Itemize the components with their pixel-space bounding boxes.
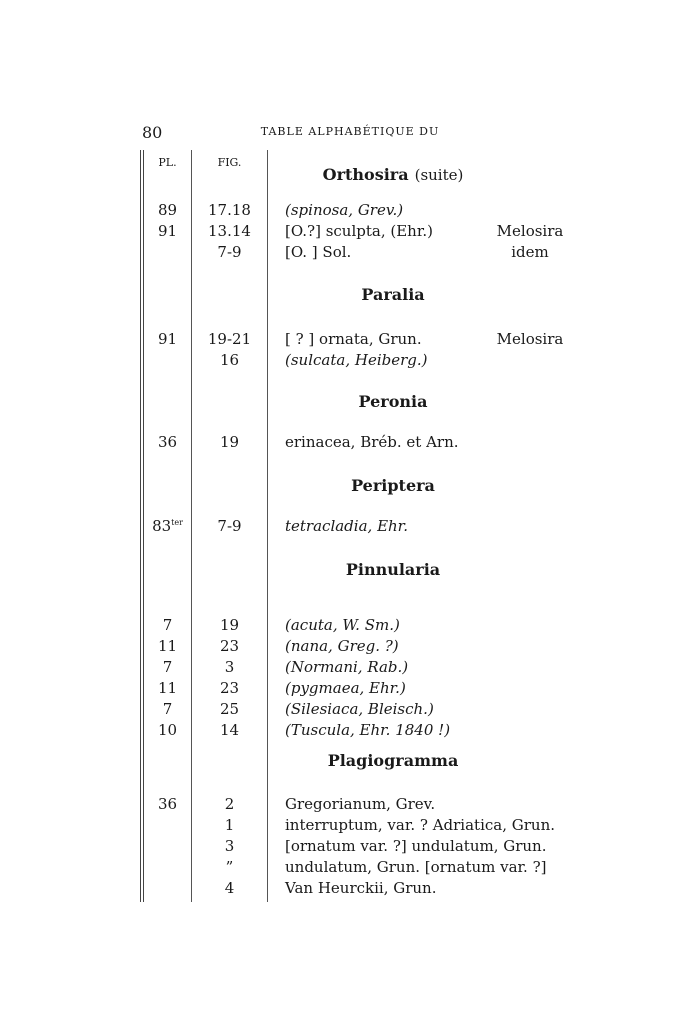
- section-title: [268, 165, 518, 184]
- plate-number: 7: [162, 658, 173, 676]
- figure-number: 7-9: [217, 243, 242, 261]
- species-name: [O. ] Sol.: [285, 243, 352, 261]
- page-number: 80: [142, 123, 163, 142]
- section-title: [268, 476, 518, 495]
- species-name: erinacea, Bréb. et Arn.: [285, 433, 459, 451]
- figure-number: ”: [225, 858, 234, 876]
- plate-number: 91: [157, 330, 178, 348]
- plate-cell: [145, 700, 190, 718]
- species-name: [O.?] sculpta, (Ehr.): [285, 222, 433, 240]
- plate-number: 10: [157, 721, 178, 739]
- plate-cell: [145, 637, 190, 655]
- section-title: [268, 560, 518, 579]
- figure-number: 13.14: [208, 222, 251, 240]
- species-name: (Tuscula, Ehr. 1840 !): [285, 721, 451, 739]
- synonym-genus: Melosira: [496, 222, 564, 240]
- plate-cell: [145, 222, 190, 240]
- species-name: (spinosa, Grev.): [285, 201, 404, 219]
- species-name: Gregorianum, Grev.: [285, 795, 436, 813]
- species-name: tetracladia, Ehr.: [285, 517, 408, 535]
- table-row: [0, 351, 700, 372]
- figure-number: 19: [219, 616, 240, 634]
- running-head: TABLE ALPHABÉTIQUE DU: [260, 125, 440, 138]
- plate-number: 11: [157, 637, 178, 655]
- section-title-text: Paralia: [361, 285, 425, 304]
- species-name: undulatum, Grun. [ornatum var. ?]: [285, 858, 547, 876]
- figure-number: 23: [219, 637, 240, 655]
- table-row: [0, 837, 700, 858]
- table-row: [0, 879, 700, 900]
- plate-number: 36: [157, 795, 178, 813]
- figure-number: 16: [219, 351, 240, 369]
- species-name: interruptum, var. ? Adriatica, Grun.: [285, 816, 555, 834]
- plate-number: 11: [157, 679, 178, 697]
- figure-number: 25: [219, 700, 240, 718]
- species-name: (Normani, Rab.): [285, 658, 409, 676]
- species-name: Van Heurckii, Grun.: [285, 879, 437, 897]
- plate-number: 36: [157, 433, 178, 451]
- figure-number: 4: [224, 879, 235, 897]
- table-row: [0, 721, 700, 742]
- synonym-genus: Melosira: [496, 330, 564, 348]
- figure-number: 2: [224, 795, 235, 813]
- species-name: (pygmaea, Ehr.): [285, 679, 406, 697]
- section-title-text: Orthosira: [322, 165, 409, 184]
- plate-cell: [145, 616, 190, 634]
- figure-number: 7-9: [217, 517, 242, 535]
- plate-number: 89: [157, 201, 178, 219]
- species-name: [ornatum var. ?] undulatum, Grun.: [285, 837, 547, 855]
- table-row: [0, 858, 700, 879]
- section-title: [268, 285, 518, 304]
- column-header-pl: PL.: [158, 156, 177, 169]
- species-name: (Silesiaca, Bleisch.): [285, 700, 434, 718]
- plate-number: 7: [162, 616, 173, 634]
- figure-number: 17.18: [208, 201, 251, 219]
- table-row: [0, 222, 700, 243]
- figure-number: 19-21: [207, 330, 252, 348]
- plate-number: 91: [157, 222, 178, 240]
- plate-cell: [145, 658, 190, 676]
- table-row: [0, 816, 700, 837]
- table-row: [0, 616, 700, 637]
- table-row: [0, 679, 700, 700]
- synonym-genus: idem: [511, 243, 549, 261]
- figure-number: 3: [224, 658, 235, 676]
- plate-cell: [145, 201, 190, 219]
- species-name: [ ? ] ornata, Grun.: [285, 330, 422, 348]
- species-name: (nana, Greg. ?): [285, 637, 399, 655]
- figure-number: 3: [224, 837, 235, 855]
- figure-number: 14: [219, 721, 240, 739]
- plate-cell: [145, 679, 190, 697]
- table-row: [0, 658, 700, 679]
- figure-number: 19: [219, 433, 240, 451]
- table-row: [0, 700, 700, 721]
- plate-cell: [145, 433, 190, 451]
- table-row: [0, 517, 700, 538]
- plate-cell: [145, 721, 190, 739]
- plate-number: 83: [152, 517, 172, 535]
- plate-suffix: ter: [171, 518, 183, 527]
- plate-cell: [145, 330, 190, 348]
- table-row: [0, 795, 700, 816]
- section-title-text: Plagiogramma: [327, 751, 459, 770]
- section-title-text: Pinnularia: [345, 560, 441, 579]
- section-title: [268, 751, 518, 770]
- column-header-fig: FIG.: [217, 156, 242, 169]
- table-row: [0, 243, 700, 264]
- table-row: [0, 637, 700, 658]
- section-title-text: Peronia: [358, 392, 428, 411]
- plate-number: 7: [162, 700, 173, 718]
- figure-number: 1: [224, 816, 235, 834]
- species-name: (acuta, W. Sm.): [285, 616, 400, 634]
- table-row: [0, 330, 700, 351]
- table-row: [0, 433, 700, 454]
- table-row: [0, 201, 700, 222]
- plate-cell: [145, 795, 190, 813]
- section-title-text: Periptera: [351, 476, 435, 495]
- section-note: (suite): [414, 166, 464, 184]
- species-name: (sulcata, Heiberg.): [285, 351, 428, 369]
- plate-cell: [145, 517, 190, 535]
- section-title: [268, 392, 518, 411]
- figure-number: 23: [219, 679, 240, 697]
